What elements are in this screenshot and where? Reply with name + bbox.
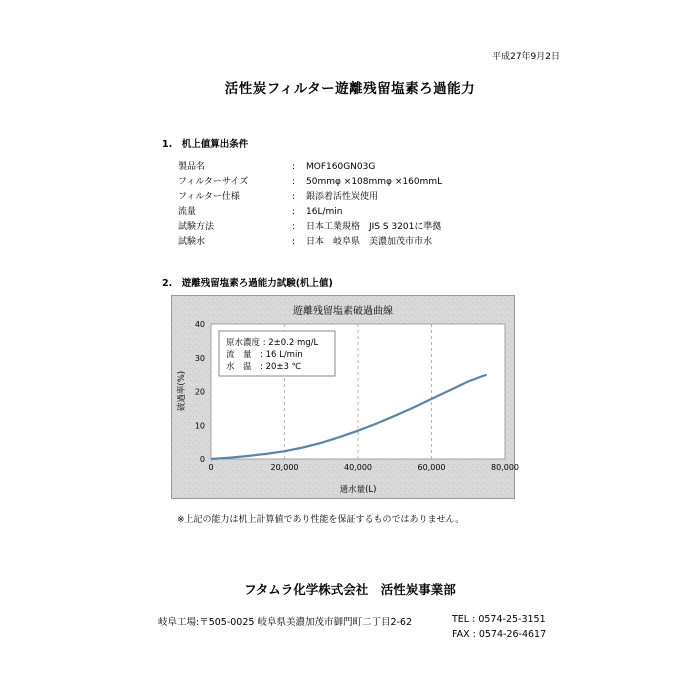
x-tick-label: 60,000 xyxy=(417,463,446,472)
x-tick-label: 40,000 xyxy=(344,463,372,472)
section-1-heading: 1. 机上値算出条件 xyxy=(162,139,249,150)
condition-separator: : xyxy=(292,192,296,202)
condition-separator: : xyxy=(292,237,296,247)
condition-label: 試験方法 xyxy=(178,222,215,232)
x-tick-label: 80,000 xyxy=(491,463,519,472)
condition-label: 流量 xyxy=(178,207,197,217)
chart-svg xyxy=(171,295,519,499)
condition-value: 16L/min xyxy=(306,207,343,217)
factory-address: 岐阜工場:〒505-0025 岐阜県美濃加茂市御門町二丁目2-62 xyxy=(158,617,413,628)
condition-separator: : xyxy=(292,207,296,217)
y-tick-label: 10 xyxy=(194,421,205,431)
annotation-concentration: 原水濃度 : 2±0.2 mg/L xyxy=(226,338,319,348)
condition-value: 日本 岐阜県 美濃加茂市市水 xyxy=(306,237,433,247)
condition-value: MOF160GN03G xyxy=(306,162,376,172)
y-axis-label: 破過率(%) xyxy=(177,370,187,412)
condition-label: 製品名 xyxy=(178,162,206,172)
y-tick-label: 20 xyxy=(194,387,205,397)
condition-value: 50mmφ ×108mmφ ×160mmL xyxy=(306,177,443,187)
condition-label: フィルター仕様 xyxy=(178,192,240,202)
condition-separator: : xyxy=(292,162,296,172)
y-tick-label: 30 xyxy=(194,353,205,363)
fax-number: FAX : 0574-26-4617 xyxy=(452,629,547,640)
annotation-flow: 流 量 : 16 L/min xyxy=(226,350,303,360)
condition-label: 試験水 xyxy=(178,237,206,247)
chart-title: 遊離残留塩素破過曲線 xyxy=(293,306,393,317)
section-2-heading: 2. 遊離残留塩素ろ過能力試験(机上値) xyxy=(162,278,333,289)
breakthrough-chart xyxy=(171,295,519,503)
x-tick-label: 0 xyxy=(208,463,214,472)
company-name: フタムラ化学株式会社 活性炭事業部 xyxy=(244,582,456,597)
document-title: 活性炭フィルター遊離残留塩素ろ過能力 xyxy=(224,81,476,97)
condition-separator: : xyxy=(292,177,296,187)
condition-label: フィルターサイズ xyxy=(178,177,249,187)
disclaimer-note: ※上記の能力は机上計算値であり性能を保証するものではありません。 xyxy=(177,515,465,525)
y-tick-label: 0 xyxy=(199,455,205,464)
annotation-temperature: 水 温 : 20±3 ℃ xyxy=(226,362,302,372)
x-tick-label: 20,000 xyxy=(270,463,299,472)
y-tick-label: 40 xyxy=(194,320,205,329)
document-date: 平成27年9月2日 xyxy=(492,52,560,62)
condition-value: 日本工業規格 JIS S 3201に準拠 xyxy=(306,222,442,232)
telephone-number: TEL : 0574-25-3151 xyxy=(452,614,546,625)
condition-separator: : xyxy=(292,222,296,232)
x-axis-label: 通水量(L) xyxy=(339,485,377,495)
condition-value: 銀添着活性炭使用 xyxy=(306,192,379,202)
